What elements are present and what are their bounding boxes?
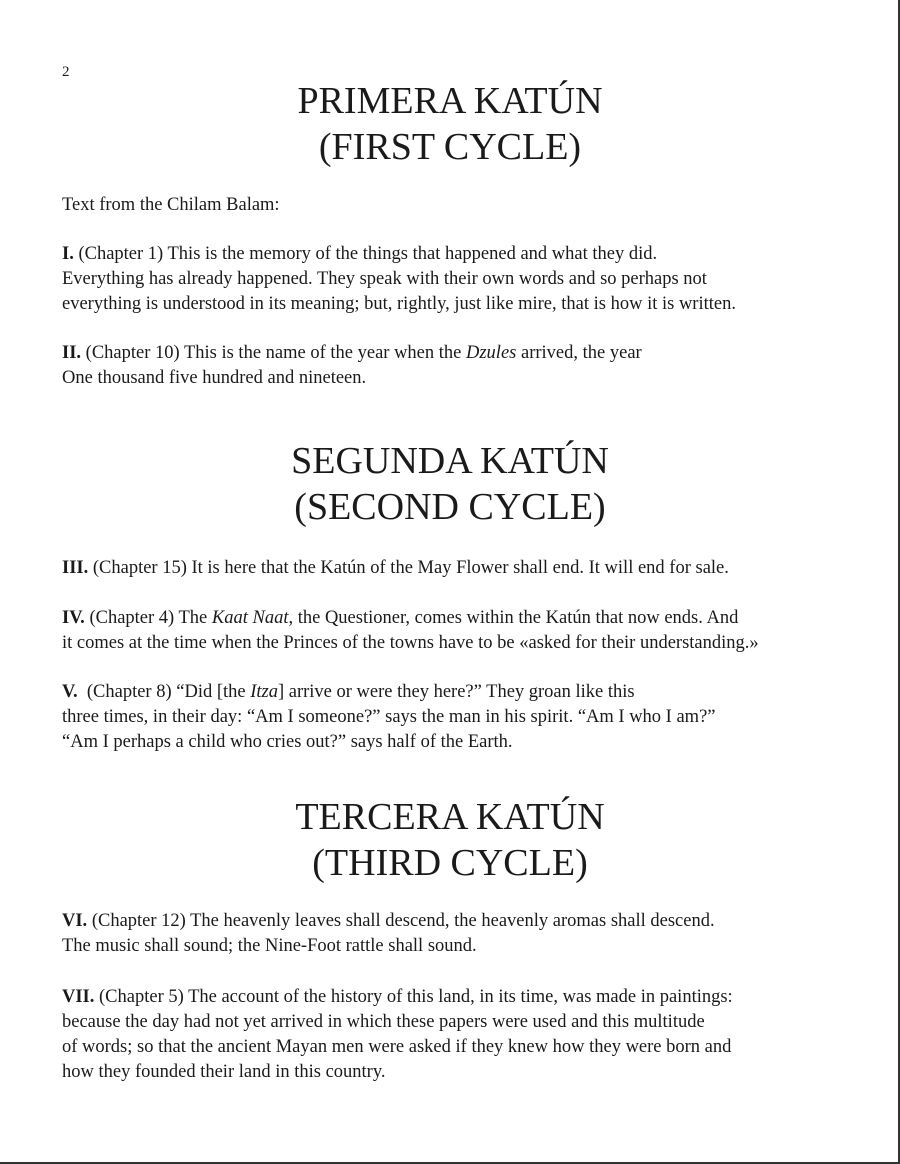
passage-italic-term: Dzules <box>466 343 517 363</box>
passage-i <box>62 242 736 317</box>
section-heading-third-cycle <box>0 794 900 886</box>
passage-text: how they founded their land in this country. <box>62 1062 386 1082</box>
passage-text: (Chapter 8) “Did [the <box>77 682 251 702</box>
passage-numeral: II. <box>62 343 82 363</box>
passage-text: “Am I perhaps a child who cries out?” says half of the Earth. <box>62 732 513 752</box>
passage-numeral: IV. <box>62 608 85 628</box>
passage-text: (Chapter 15) It is here that the Katún of the May Flower shall end. It will end for sale. <box>88 558 729 578</box>
passage-italic-term: Itza <box>250 682 278 702</box>
passage-text: The music shall sound; the Nine-Foot rattle shall sound. <box>62 936 477 956</box>
passage-numeral: III. <box>62 558 89 578</box>
section-title: PRIMERA KATÚN <box>297 80 603 122</box>
passage-numeral: V. <box>62 682 78 702</box>
passage-vii <box>62 985 733 1085</box>
passage-text: three times, in their day: “Am I someone?” says the man in his spirit. “Am I who I am?” <box>62 707 716 727</box>
section-heading-first-cycle <box>0 78 900 170</box>
passage-text: it comes at the time when the Princes of the towns have to be «asked for their understanding.» <box>62 633 759 653</box>
section-subtitle: (THIRD CYCLE) <box>312 842 588 884</box>
passage-text: of words; so that the ancient Mayan men were asked if they knew how they were born and <box>62 1037 732 1057</box>
passage-text: (Chapter 12) The heavenly leaves shall descend, the heavenly aromas shall descend. <box>87 911 715 931</box>
passage-text: (Chapter 4) The <box>84 608 212 628</box>
passage-iv <box>62 606 759 656</box>
section-title: SEGUNDA KATÚN <box>291 440 609 482</box>
section-title: TERCERA KATÚN <box>295 796 605 838</box>
passage-numeral: VII. <box>62 987 95 1007</box>
passage-v <box>62 680 716 755</box>
passage-ii <box>62 341 642 391</box>
passage-numeral: I. <box>62 244 74 264</box>
passage-vi <box>62 909 715 959</box>
passage-italic-term: Kaat Naat <box>211 608 289 628</box>
passage-iii <box>62 556 729 581</box>
passage-text: (Chapter 5) The account of the history of this land, in its time, was made in paintings: <box>94 987 733 1007</box>
section-heading-second-cycle <box>0 438 900 530</box>
passage-text: , the Questioner, comes within the Katún that now ends. And <box>288 608 739 628</box>
passage-numeral: VI. <box>62 911 88 931</box>
passage-text: Everything has already happened. They speak with their own words and so perhaps not <box>62 269 707 289</box>
passage-text: One thousand five hundred and nineteen. <box>62 368 367 388</box>
passage-text: everything is understood in its meaning; but, rightly, just like mire, that is how it is written. <box>62 294 736 314</box>
passage-text: (Chapter 10) This is the name of the year when the <box>81 343 466 363</box>
section-subtitle: (SECOND CYCLE) <box>294 486 606 528</box>
section-subtitle: (FIRST CYCLE) <box>318 126 582 168</box>
passage-text: ] arrive or were they here?” They groan like this <box>277 682 635 702</box>
page-number: 2 <box>62 64 70 80</box>
intro-text: Text from the Chilam Balam: <box>62 195 280 215</box>
passage-text: (Chapter 1) This is the memory of the things that happened and what they did. <box>73 244 658 264</box>
passage-text: because the day had not yet arrived in which these papers were used and this multitude <box>62 1012 705 1032</box>
passage-text: arrived, the year <box>516 343 642 363</box>
